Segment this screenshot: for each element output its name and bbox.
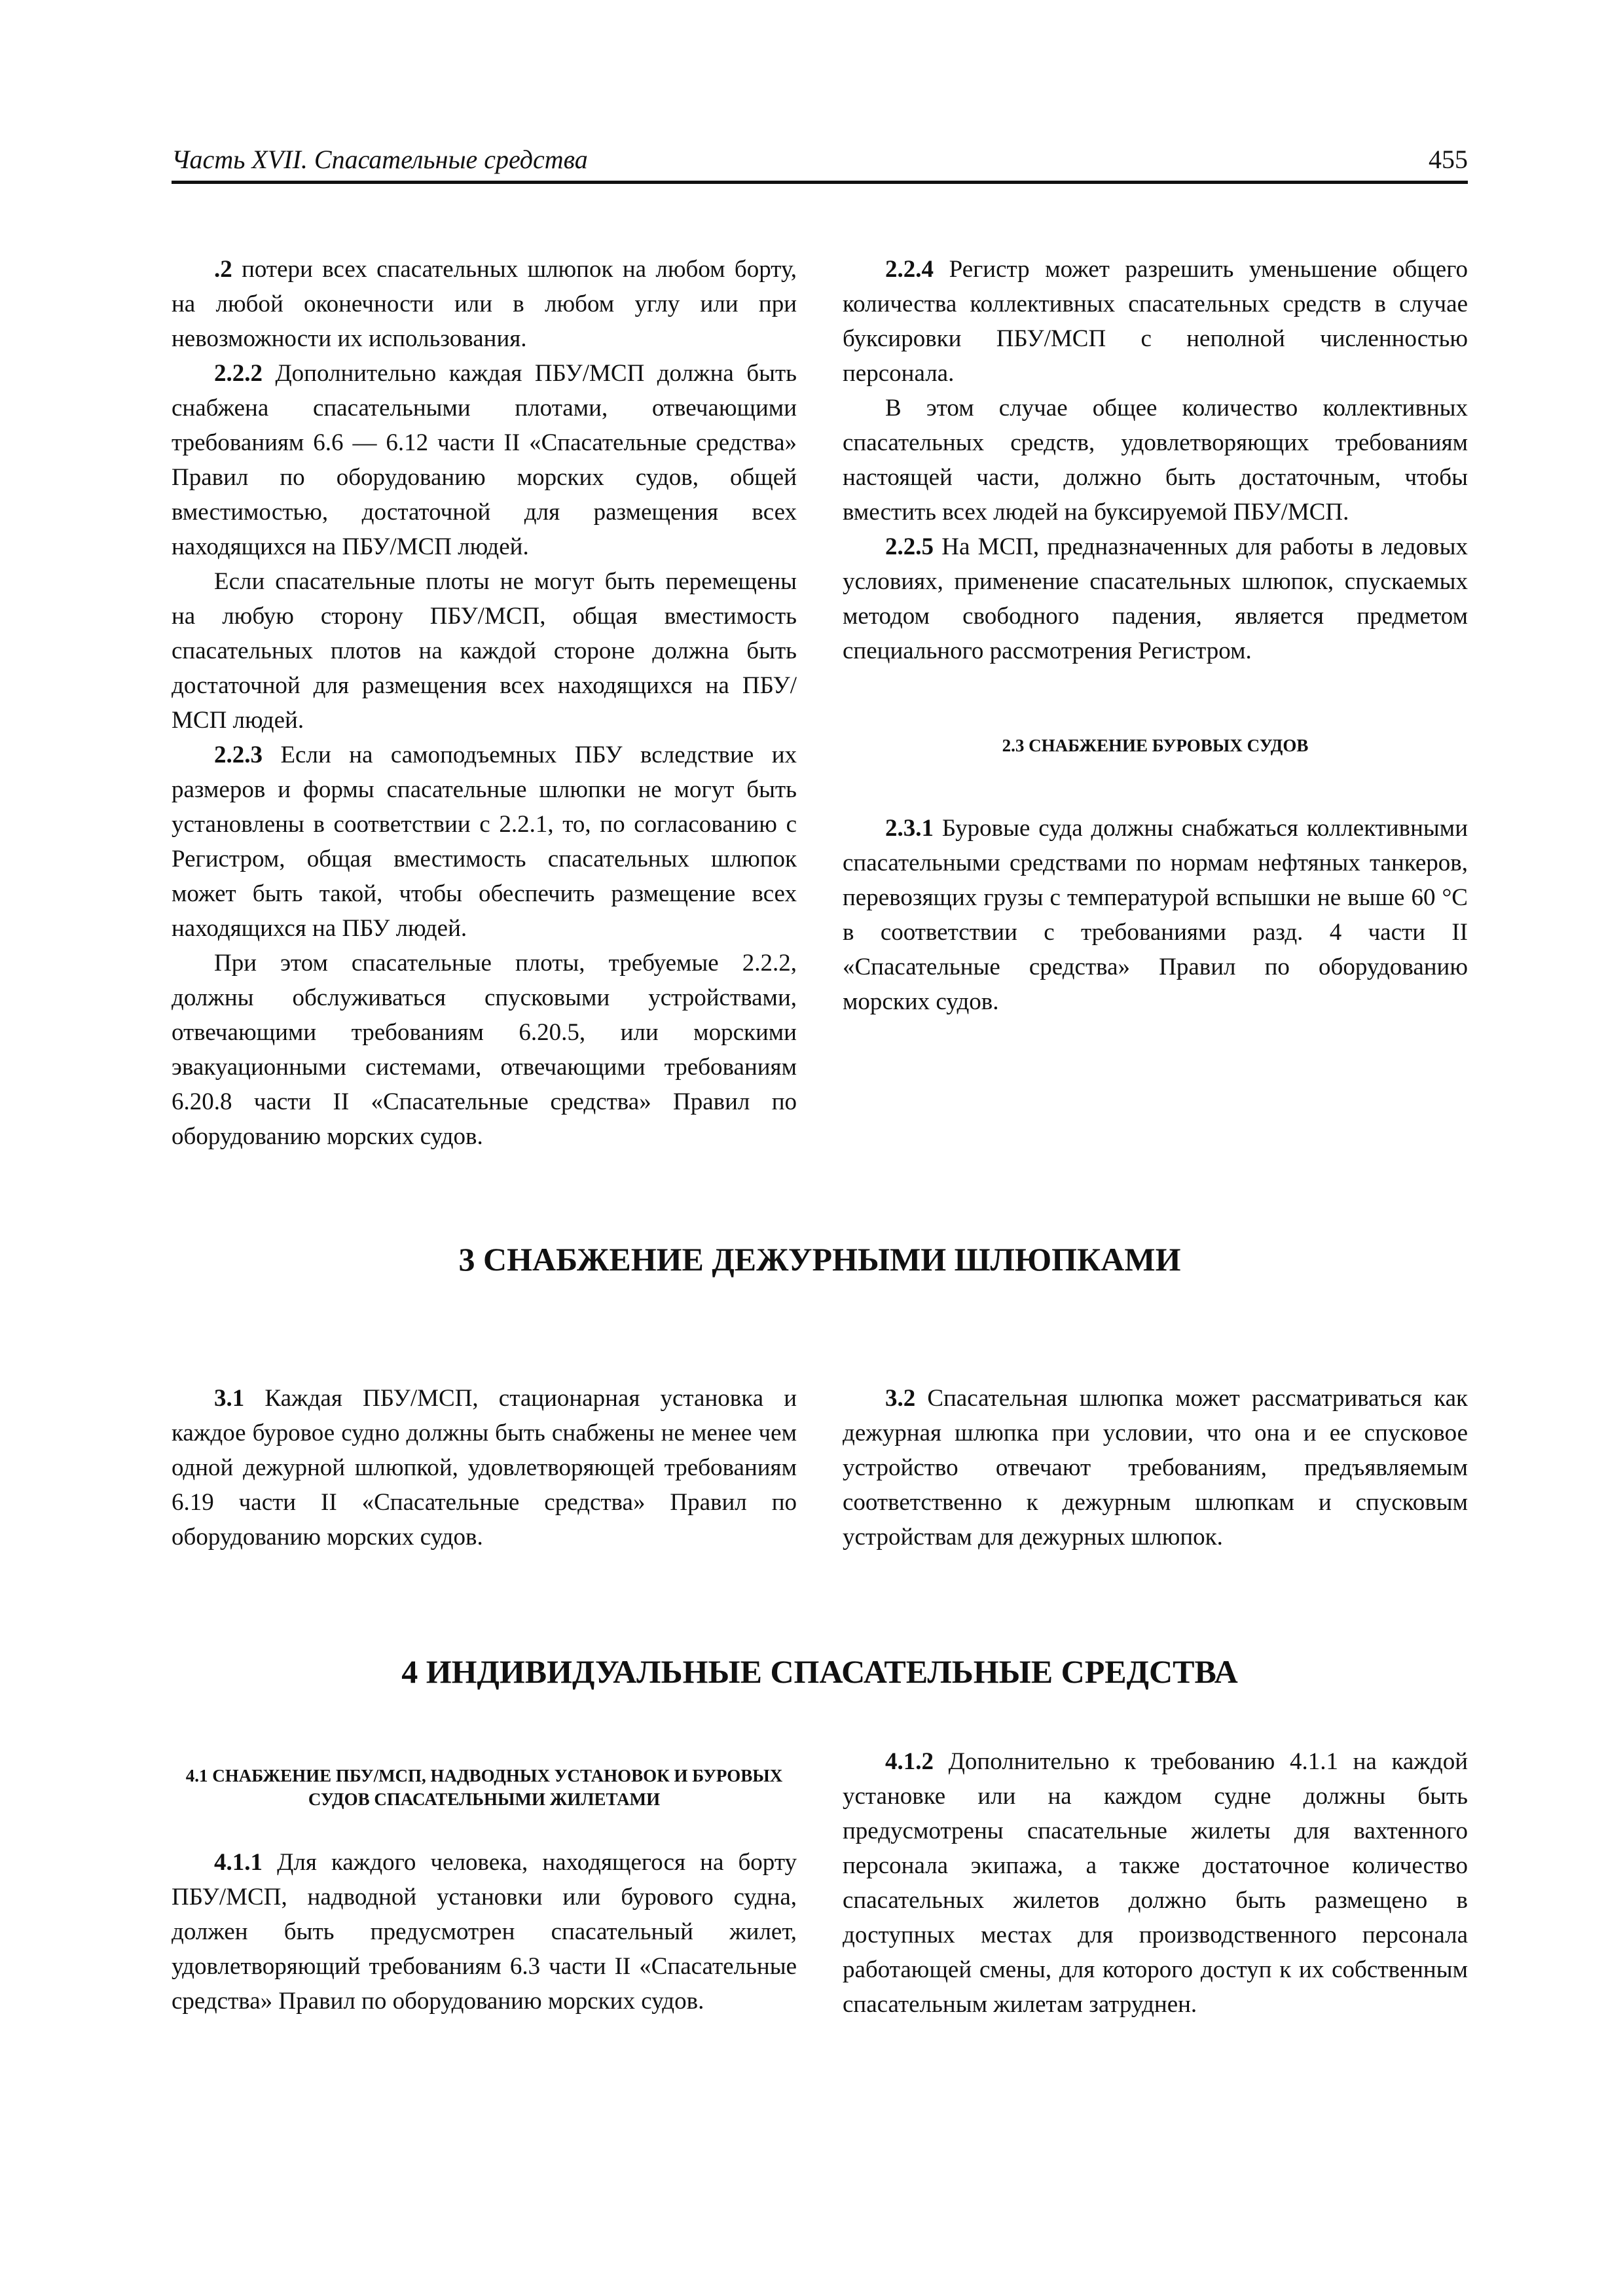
paragraph: .2 потери всех спасательных шлюпок на любом борту, на любой оконечности или в любом углу или при невозможности их использования. bbox=[172, 256, 797, 352]
paragraph: 4.1.2 Дополнительно к требованию 4.1.1 на каждой установке или на каждом судне должны быть предусмотрены спасательные жилеты для вахтенного персонала экипажа, а также достаточное количество спасательных жилетов должно быть размещено в доступных местах для производственного персонала работающей смены, для которого доступ к их собственным спасательным жилетам затруднен. bbox=[843, 1748, 1468, 2018]
paragraph: 4.1.1 Для каждого человека, находящегося на борту ПБУ/МСП, надводной установки или бурового судна, должен быть предусмотрен спасательный жилет, удовлетворяющий требованиям 6.3 части II «Спасательные средства» Правил по оборудованию морских судов. bbox=[172, 1849, 797, 2015]
subsection-heading: 4.1 СНАБЖЕНИЕ ПБУ/МСП, НАДВОДНЫХ УСТАНОВОК И БУРОВЫХ СУДОВ СПАСАТЕЛЬНЫМИ ЖИЛЕТАМИ bbox=[185, 1766, 783, 1809]
block1-right-column bbox=[843, 252, 1468, 1019]
paragraph-number: 4.1.2 bbox=[885, 1748, 934, 1775]
paragraph-number: 2.2.2 bbox=[214, 360, 263, 387]
paragraph-number: 3.1 bbox=[214, 1385, 245, 1412]
paragraph-number: .2 bbox=[214, 256, 232, 283]
running-title: Часть XVII. Спасательные средства bbox=[172, 145, 588, 174]
paragraph: 3.2 Спасательная шлюпка может рассматриваться как дежурная шлюпка при условии, что она и ее спусковое устройство отвечают требованиям, предъявляемым соответственно к дежурным шлюпкам и спусковым устройствам для дежурных шлюпок. bbox=[843, 1385, 1468, 1551]
section3-left-column bbox=[172, 1381, 797, 1554]
paragraph-number: 2.2.4 bbox=[885, 256, 934, 283]
paragraph: 2.2.4 Регистр может разрешить уменьшение общего количества коллективных спасательных средств в случае буксировки ПБУ/МСП с неполной численностью персонала. bbox=[843, 256, 1468, 387]
paragraph: В этом случае общее количество коллективных спасательных средств, удовлетворяющих требованиям настоящей части, должно быть достаточным, чтобы вместить всех людей на буксируемой ПБУ/МСП. bbox=[843, 395, 1468, 526]
block1-left-column bbox=[172, 252, 797, 1154]
section4-right-column bbox=[843, 1744, 1468, 2022]
section-title: 3 СНАБЖЕНИЕ ДЕЖУРНЫМИ ШЛЮПКАМИ bbox=[458, 1241, 1181, 1278]
paragraph-number: 2.2.3 bbox=[214, 742, 263, 768]
paragraph: 2.3.1 Буровые суда должны снабжаться коллективными спасательными средствами по нормам нефтяных танкеров, перевозящих грузы с температурой вспышки не выше 60 °С в соответствии с требованиями разд. 4 части II «Спасательные средства» Правил по оборудованию морских судов. bbox=[843, 815, 1468, 1015]
paragraph-number: 3.2 bbox=[885, 1385, 916, 1412]
paragraph: При этом спасательные плоты, требуемые 2.2.2, должны обслуживаться спусковыми устройствами, отвечающими требованиям 6.20.5, или морскими эвакуационными системами, отвечающими требованиям 6.20.8 части II «Спасательные средства» Правил по оборудованию морских судов. bbox=[172, 950, 797, 1150]
paragraph: 2.2.2 Дополнительно каждая ПБУ/МСП должна быть снабжена спасательными плотами, отвечающими требованиям 6.6 — 6.12 части II «Спасательные средства» Правил по оборудованию морских судов, общей вместимостью, достаточной для размещения всех находящихся на ПБУ/МСП людей. bbox=[172, 360, 797, 560]
page-number: 455 bbox=[1429, 145, 1468, 174]
subsection-heading: 2.3 СНАБЖЕНИЕ БУРОВЫХ СУДОВ bbox=[1002, 736, 1309, 755]
paragraph-number: 2.3.1 bbox=[885, 815, 934, 842]
paragraph: 2.2.3 Если на самоподъемных ПБУ вследствие их размеров и формы спасательные шлюпки не могут быть установлены в соответствии с 2.2.1, то, по согласованию с Регистром, общая вместимость спасательных шлюпок может быть такой, чтобы обеспечить размещение всех находящихся на ПБУ людей. bbox=[172, 742, 797, 942]
section-title: 4 ИНДИВИДУАЛЬНЫЕ СПАСАТЕЛЬНЫЕ СРЕДСТВА bbox=[401, 1653, 1238, 1690]
paragraph: 3.1 Каждая ПБУ/МСП, стационарная установка и каждое буровое судно должны быть снабжены не менее чем одной дежурной шлюпкой, удовлетворяющей требованиям 6.19 части II «Спасательные средства» Правил по оборудованию морских судов. bbox=[172, 1385, 797, 1551]
paragraph: Если спасательные плоты не могут быть перемещены на любую сторону ПБУ/МСП, общая вместимость спасательных плотов на каждой стороне должна быть достаточной для размещения всех находящихся на ПБУ/МСП людей. bbox=[172, 568, 797, 734]
paragraph-number: 4.1.1 bbox=[214, 1849, 263, 1876]
paragraph-number: 2.2.5 bbox=[885, 533, 934, 560]
section3-right-column bbox=[843, 1381, 1468, 1554]
paragraph: 2.2.5 На МСП, предназначенных для работы в ледовых условиях, применение спасательных шлюпок, спускаемых методом свободного падения, является предметом специального рассмотрения Регистром. bbox=[843, 533, 1468, 664]
page-header bbox=[172, 144, 1468, 184]
section4-left-column bbox=[172, 1764, 797, 2018]
